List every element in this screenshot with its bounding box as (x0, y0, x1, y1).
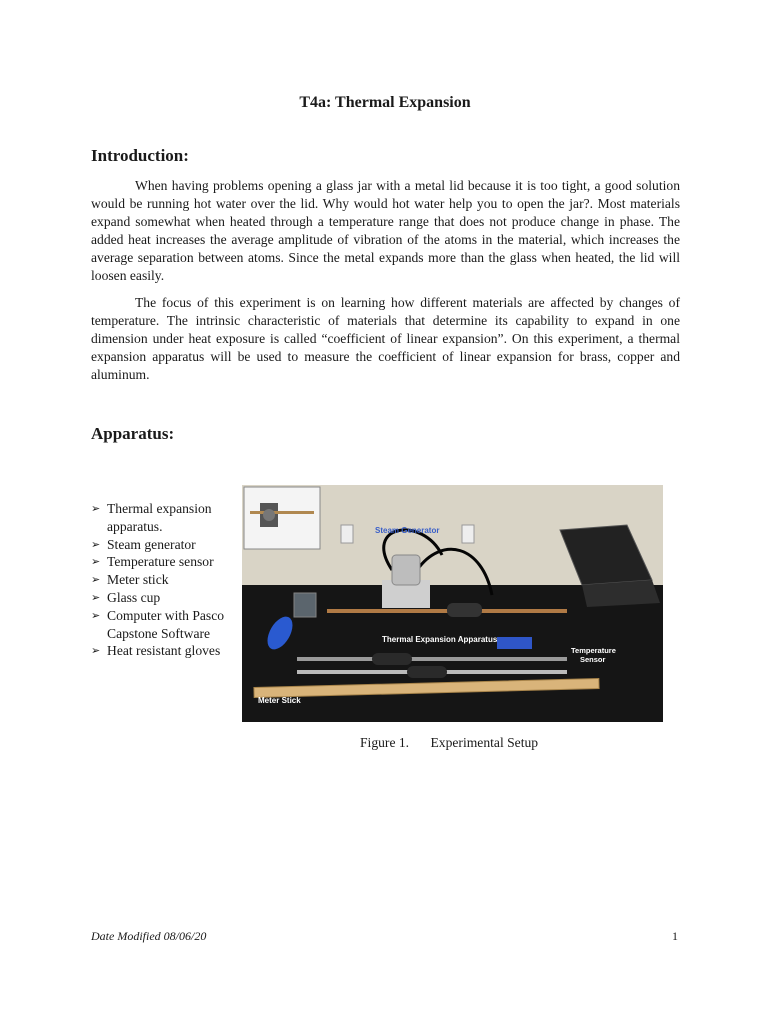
wall-outlet-right (462, 525, 474, 543)
inset-diagram (244, 487, 320, 549)
list-item: ➢ Meter stick (91, 572, 169, 588)
label-temperature-sensor-line2: Sensor (580, 655, 606, 664)
introduction-paragraph-1: When having problems opening a glass jar with a metal lid because it is too tight, a good solution would be running hot water over the lid. Why would hot water help you to open the jar?. Most materials expand somewhat when heated through a temperature range that does not produce change in phase. The added heat increases the average amplitude of vibration of the atoms in the material, which increases the average separation between atoms. Since the metal expands more than the glass when heated, the lid will loosen easily. (91, 178, 680, 283)
sensor-block (497, 637, 532, 649)
arrow-bullet-icon: ➢ (91, 537, 101, 551)
photo-illustration (242, 485, 663, 722)
arrow-bullet-icon: ➢ (91, 608, 101, 622)
list-item: ➢ Steam generator (91, 536, 196, 552)
experimental-setup-photo (242, 485, 663, 722)
footer-page-number: 1 (672, 929, 678, 943)
arrow-bullet-icon: ➢ (91, 502, 101, 515)
introduction-heading: Introduction: (91, 146, 189, 165)
arrow-bullet-icon: ➢ (91, 590, 101, 604)
glass-cup (294, 593, 316, 617)
figure-caption-text: Experimental Setup (430, 735, 539, 750)
spare-rod-1 (297, 657, 567, 661)
list-item: ➢ Temperature sensor (91, 554, 214, 570)
label-meter-stick: Meter Stick (258, 696, 301, 705)
introduction-paragraph-2: The focus of this experiment is on learning how different materials are affected by changes of temperature. The intrinsic characteristic of materials that determine its capability to expand in one dimension under heat exposure is called “coefficient of linear expansion”. On this experiment, a thermal expansion apparatus will be used to measure the coefficient of linear expansion for brass, copper and aluminum. (91, 295, 680, 382)
label-temperature-sensor-line1: Temperature (571, 646, 616, 655)
arrow-bullet-icon: ➢ (91, 555, 101, 569)
wall-outlet-left (341, 525, 353, 543)
steam-generator (392, 555, 420, 585)
page-title: T4a: Thermal Expansion (299, 94, 471, 111)
rod-jacket (447, 603, 482, 617)
figure-number: Figure 1. (360, 735, 410, 750)
label-thermal-expansion-apparatus: Thermal Expansion Apparatus (382, 635, 498, 644)
list-item: ➢ Glass cup (91, 589, 161, 605)
list-item: ➢ Computer with Pasco Capstone Software (91, 607, 225, 641)
apparatus-heading: Apparatus: (91, 424, 175, 443)
figure-caption (360, 735, 538, 751)
label-steam-generator: Steam Generator (375, 526, 440, 535)
arrow-bullet-icon: ➢ (91, 573, 101, 587)
arrow-bullet-icon: ➢ (91, 644, 101, 658)
list-item: ➢ Thermal expansion apparatus. (91, 501, 212, 534)
apparatus-list (91, 500, 231, 660)
list-item: ➢ Heat resistant gloves (91, 643, 221, 659)
footer-date-modified: Date Modified 08/06/20 (91, 929, 207, 943)
